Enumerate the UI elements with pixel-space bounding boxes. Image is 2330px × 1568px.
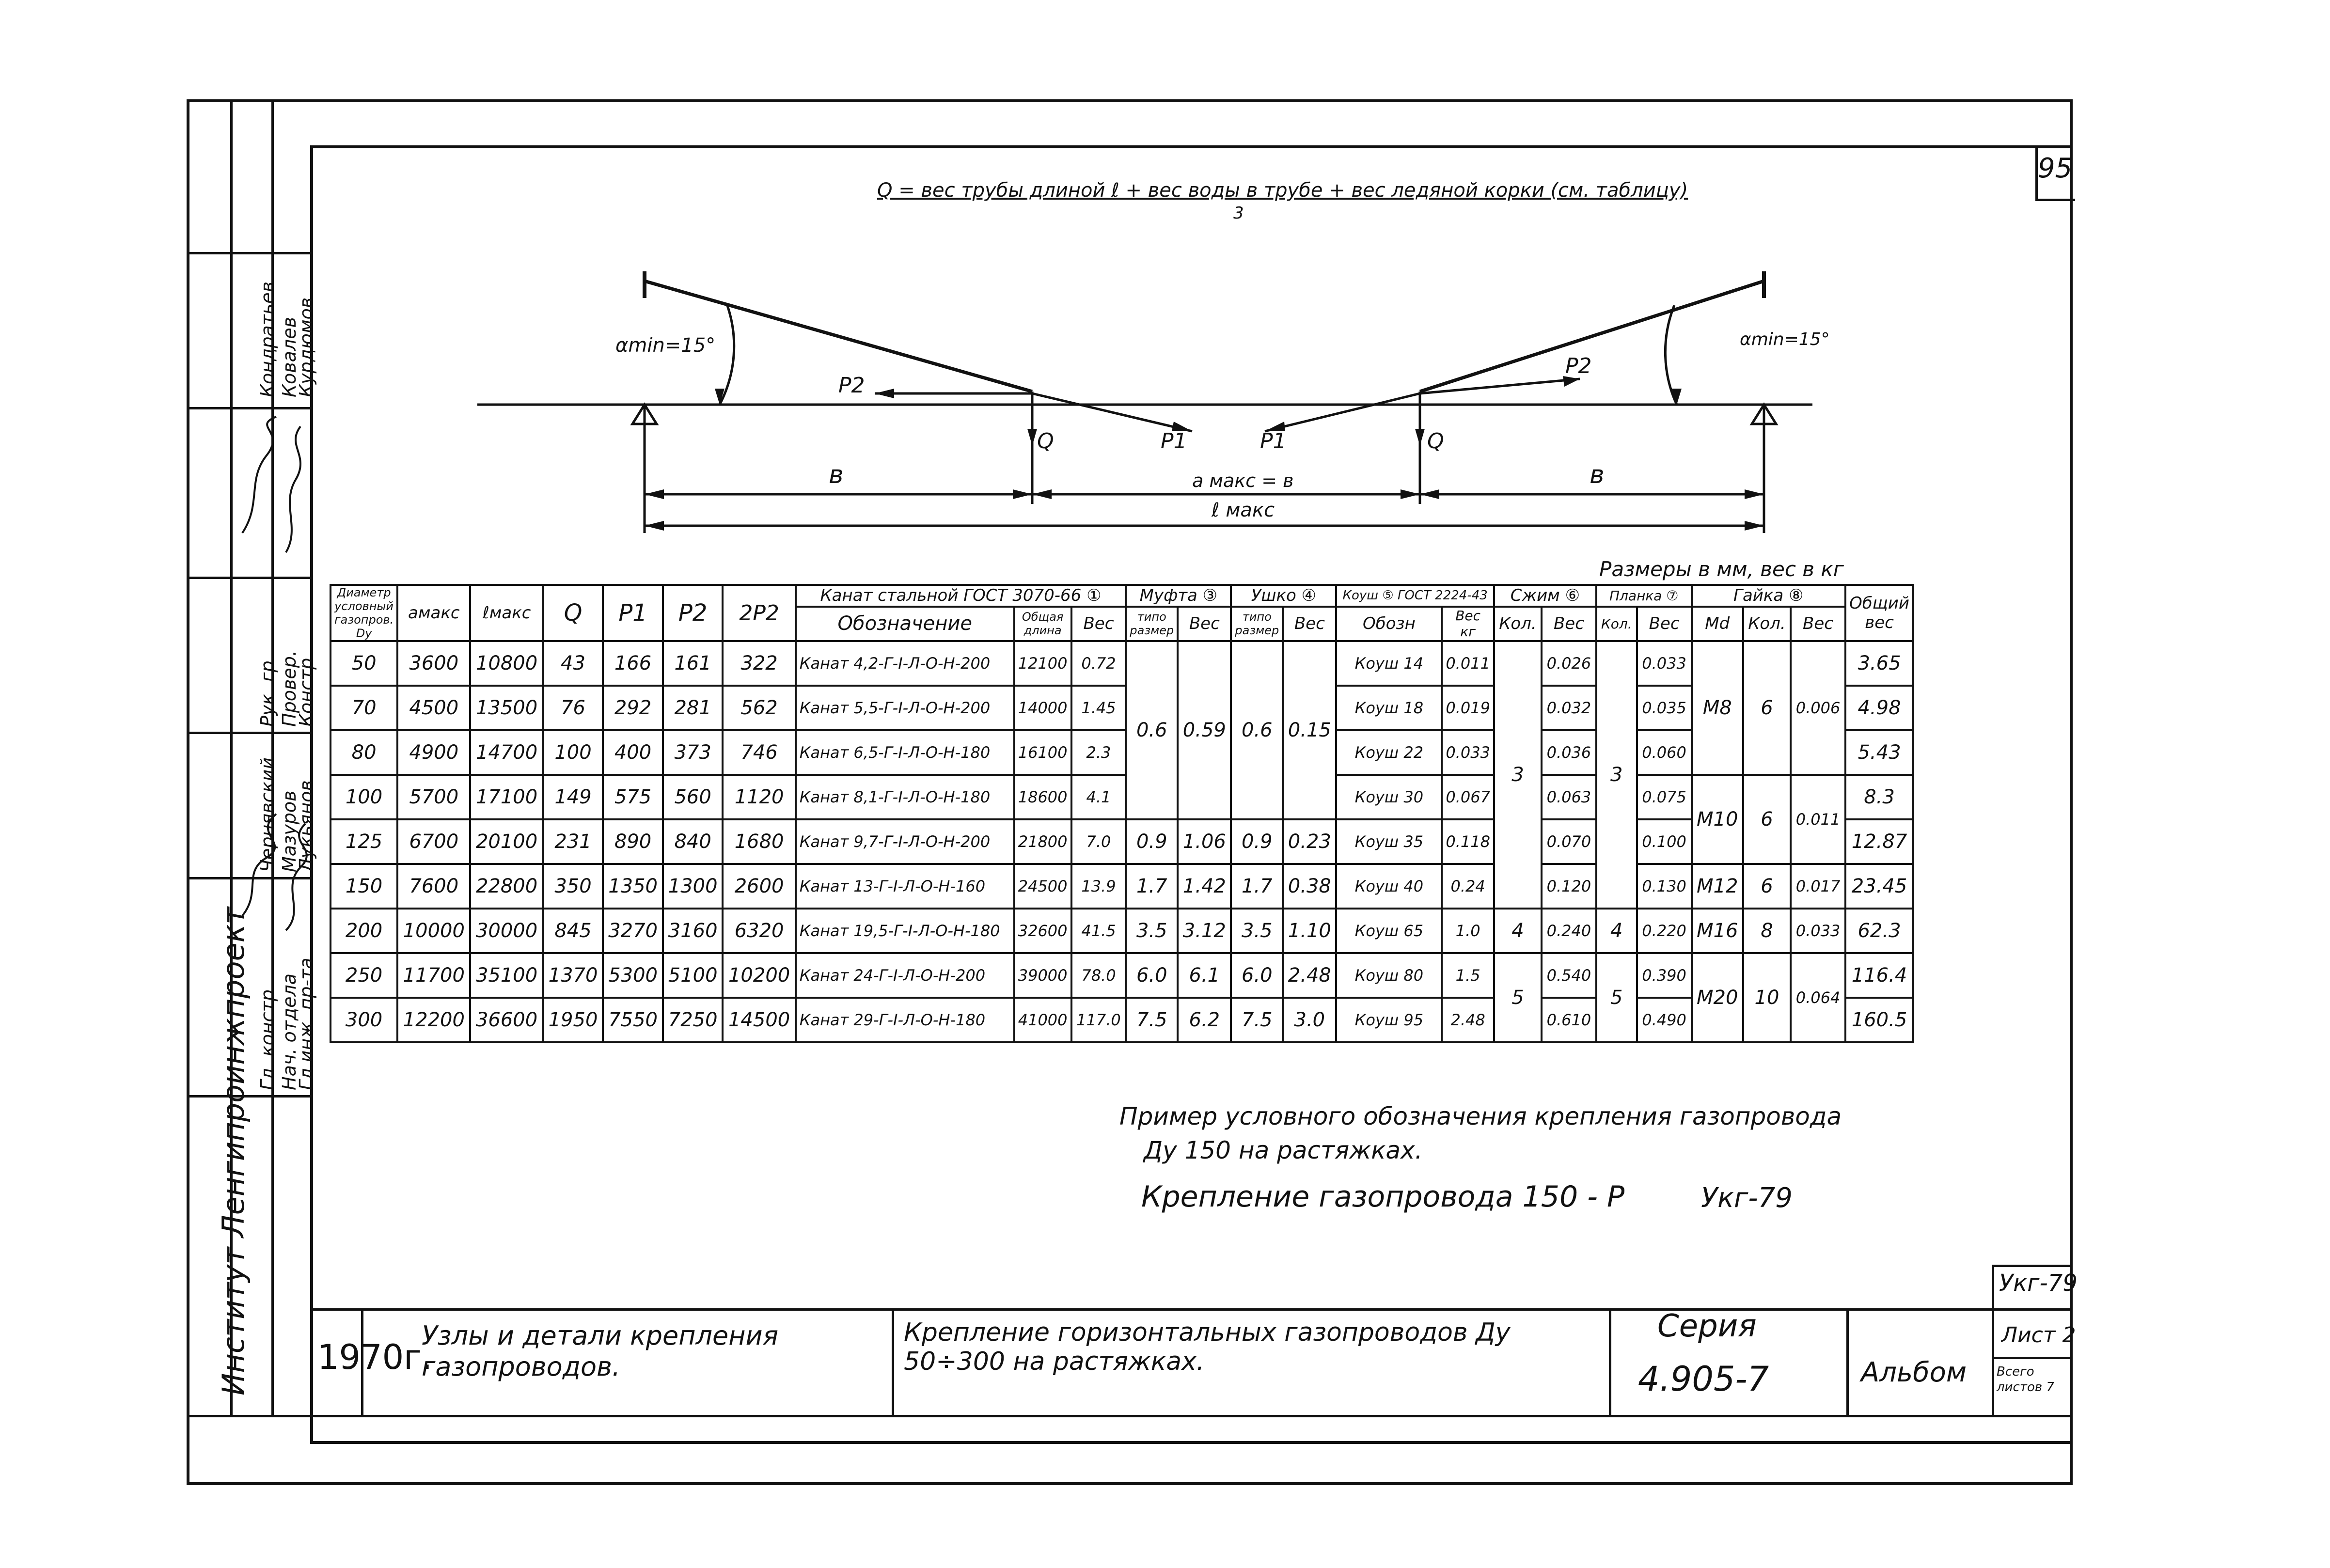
col-rope-weight: Вес — [1071, 607, 1126, 641]
page-number: 95 — [2038, 153, 2073, 184]
example-code: Укг-79 — [1701, 1182, 1793, 1214]
stamp-name-4: Кондратьев — [257, 281, 278, 397]
guy-rope-scheme — [436, 262, 1866, 548]
col-coupling-group: Муфта ③ — [1126, 585, 1231, 607]
table-row: 100 5700 17100 149 575 560 1120 Канат 8,1-Г-I-Л-О-Н-180 18600 4.1 Коуш 30 0.067 0.063 0.075 М10 6 0.011 8.3 — [331, 775, 1913, 819]
title-left: Узлы и детали крепления газопроводов. — [422, 1320, 779, 1382]
institute-name: Институт Ленгипроинжпроект — [216, 907, 251, 1396]
force-p1-right-label: P1 — [1260, 429, 1287, 454]
col-nut-qty: Кол. — [1743, 607, 1791, 641]
angle-label-left: αmin=15° — [615, 334, 716, 357]
col-rope-group: Канат стальной ГОСТ 3070-66 ① — [796, 585, 1126, 607]
load-formula-divisor: 3 — [1233, 204, 1244, 223]
stamp-role-5: Провер. — [279, 650, 300, 727]
col-coupling-size: типо размер — [1126, 607, 1178, 641]
example-designation: Крепление газопровода 150 - Р — [1141, 1180, 1625, 1214]
dim-b-right-label: в — [1590, 460, 1605, 489]
col-dy: Диаметр условный газопров. Dу — [331, 585, 397, 641]
bottom-strip-line — [187, 1415, 2073, 1417]
stamp-name-6: Курдюмов — [296, 297, 317, 397]
table-row: 150 7600 22800 350 1350 1300 2600 Канат 13-Г-I-Л-О-Н-160 24500 13.9 1.7 1.42 1.7 0.38 Коуш 40 0.24 0.120 0.130 М12 6 0.017 23.45 — [331, 864, 1913, 909]
stamp-name-3: Лукьянов — [296, 780, 317, 872]
title-center: Крепление горизонтальных газопроводов Ду 50÷300 на растяжках. — [904, 1318, 1511, 1376]
col-thimble-weight: Вес кг — [1442, 607, 1494, 641]
dim-l-max-label: ℓ макс — [1212, 499, 1275, 521]
load-formula: Q = вес трубы длиной ℓ + вес воды в трубе + вес ледяной корки (см. таблицу) — [877, 179, 1688, 202]
col-thimble-group: Коуш ⑤ ГОСТ 2224-43 — [1336, 585, 1494, 607]
stamp-role-2: Нач. отдела — [279, 973, 300, 1090]
col-eye-size: типо размер — [1231, 607, 1283, 641]
col-clamp-qty: Кол. — [1494, 607, 1542, 641]
col-2p2: 2P2 — [723, 585, 795, 641]
col-plate-qty: Кол. — [1596, 607, 1637, 641]
col-p1: P1 — [603, 585, 663, 641]
col-rope-name: Обозначение — [796, 607, 1014, 641]
units-note: Размеры в мм, вес в кг — [1599, 557, 1844, 581]
force-p2-right-label: P2 — [1565, 354, 1592, 378]
force-p2-right — [1420, 379, 1580, 393]
table-row: 200 10000 30000 845 3270 3160 6320 Канат 19,5-Г-I-Л-О-Н-180 32600 41.5 3.5 3.12 3.5 1.10 Коуш 65 1.0 4 0.240 4 0.220 М16 8 0.033 62.3 — [331, 909, 1913, 953]
dim-b-left-label: в — [829, 460, 844, 489]
col-lmax: ℓмакс — [470, 585, 543, 641]
col-q: Q — [543, 585, 603, 641]
force-q-right-label: Q — [1427, 429, 1444, 454]
col-nut-weight: Вес — [1791, 607, 1845, 641]
table-row: 300 12200 36600 1950 7550 7250 14500 Канат 29-Г-I-Л-О-Н-180 41000 117.0 7.5 6.2 7.5 3.0 Коуш 95 2.48 0.610 0.490 160.5 — [331, 998, 1913, 1042]
table-row: 50 3600 10800 43 166 161 322 Канат 4,2-Г-I-Л-О-Н-200 12100 0.72 0.6 0.59 0.6 0.15 Коуш 14 0.011 3 0.026 3 0.033 М8 6 0.006 3.65 — [331, 641, 1913, 686]
stamp-name-2: Мазуров — [279, 790, 300, 872]
title-block-top-line — [310, 1308, 2073, 1311]
code-top: Укг-79 — [1999, 1270, 2078, 1297]
col-rope-len: Общая длина — [1014, 607, 1071, 641]
col-clamp-group: Сжим ⑥ — [1494, 585, 1596, 607]
stamp-role-3: Гл.инж. пр-та — [296, 957, 317, 1090]
series-number: 4.905-7 — [1638, 1359, 1769, 1399]
spec-table — [330, 584, 1914, 1043]
col-plate-group: Планка ⑦ — [1596, 585, 1692, 607]
example-subtitle: Ду 150 на растяжках. — [1144, 1136, 1423, 1164]
col-p2: P2 — [663, 585, 723, 641]
col-nut-md: Md — [1692, 607, 1743, 641]
col-amax: aмакс — [397, 585, 470, 641]
sheet-label: Лист 2 — [2001, 1323, 2076, 1348]
col-clamp-weight: Вес — [1542, 607, 1596, 641]
stamp-name-5: Ковалев — [279, 317, 300, 397]
album: Альбом — [1861, 1357, 1967, 1388]
table-header-row-1 — [331, 585, 1913, 607]
table-row: 80 4900 14700 100 400 373 746 Канат 6,5-Г-I-Л-О-Н-180 16100 2.3 Коуш 22 0.033 0.036 0.060 5.43 — [331, 730, 1913, 775]
angle-label-right: αmin=15° — [1740, 329, 1830, 349]
table-row: 70 4500 13500 76 292 281 562 Канат 5,5-Г-I-Л-О-Н-200 14000 1.45 Коуш 18 0.019 0.032 0.035 4.98 — [331, 686, 1913, 730]
rope-right — [1420, 281, 1764, 392]
dim-a-max-label: a макс = в — [1192, 470, 1294, 491]
total-sheets: Всего листов 7 — [1997, 1364, 2054, 1395]
stamp-role-1: Гл. констр. — [257, 984, 278, 1090]
col-nut-group: Гайка ⑧ — [1692, 585, 1846, 607]
force-p1-right — [1265, 393, 1420, 431]
stamp-name-1: Чернявский — [257, 757, 278, 872]
stamp-role-6: Констр. — [296, 652, 317, 727]
force-p2-left-label: P2 — [838, 373, 865, 398]
col-eye-group: Ушко ④ — [1231, 585, 1336, 607]
table-row: 250 11700 35100 1370 5300 5100 10200 Канат 24-Г-I-Л-О-Н-200 39000 78.0 6.0 6.1 6.0 2.48 Коуш 80 1.5 5 0.540 5 0.390 М20 10 0.064 116.4 — [331, 953, 1913, 998]
example-title: Пример условного обозначения крепления газопровода — [1119, 1102, 1842, 1130]
col-eye-weight: Вес — [1283, 607, 1336, 641]
col-coupling-weight: Вес — [1178, 607, 1231, 641]
force-p1-left-label: P1 — [1161, 429, 1187, 454]
year: 1970г. — [317, 1337, 433, 1377]
col-total: Общий вес — [1845, 585, 1913, 641]
col-plate-weight: Вес — [1637, 607, 1692, 641]
force-q-left-label: Q — [1037, 429, 1054, 454]
stamp-role-4: Рук. гр. — [257, 655, 278, 727]
signatures — [233, 407, 310, 1085]
table-row: 125 6700 20100 231 890 840 1680 Канат 9,7-Г-I-Л-О-Н-200 21800 7.0 0.9 1.06 0.9 0.23 Коуш 35 0.118 0.070 0.100 12.87 — [331, 819, 1913, 864]
col-thimble-name: Обозн — [1336, 607, 1442, 641]
force-p1-left — [1032, 393, 1192, 431]
series-label: Серия — [1657, 1308, 1757, 1344]
